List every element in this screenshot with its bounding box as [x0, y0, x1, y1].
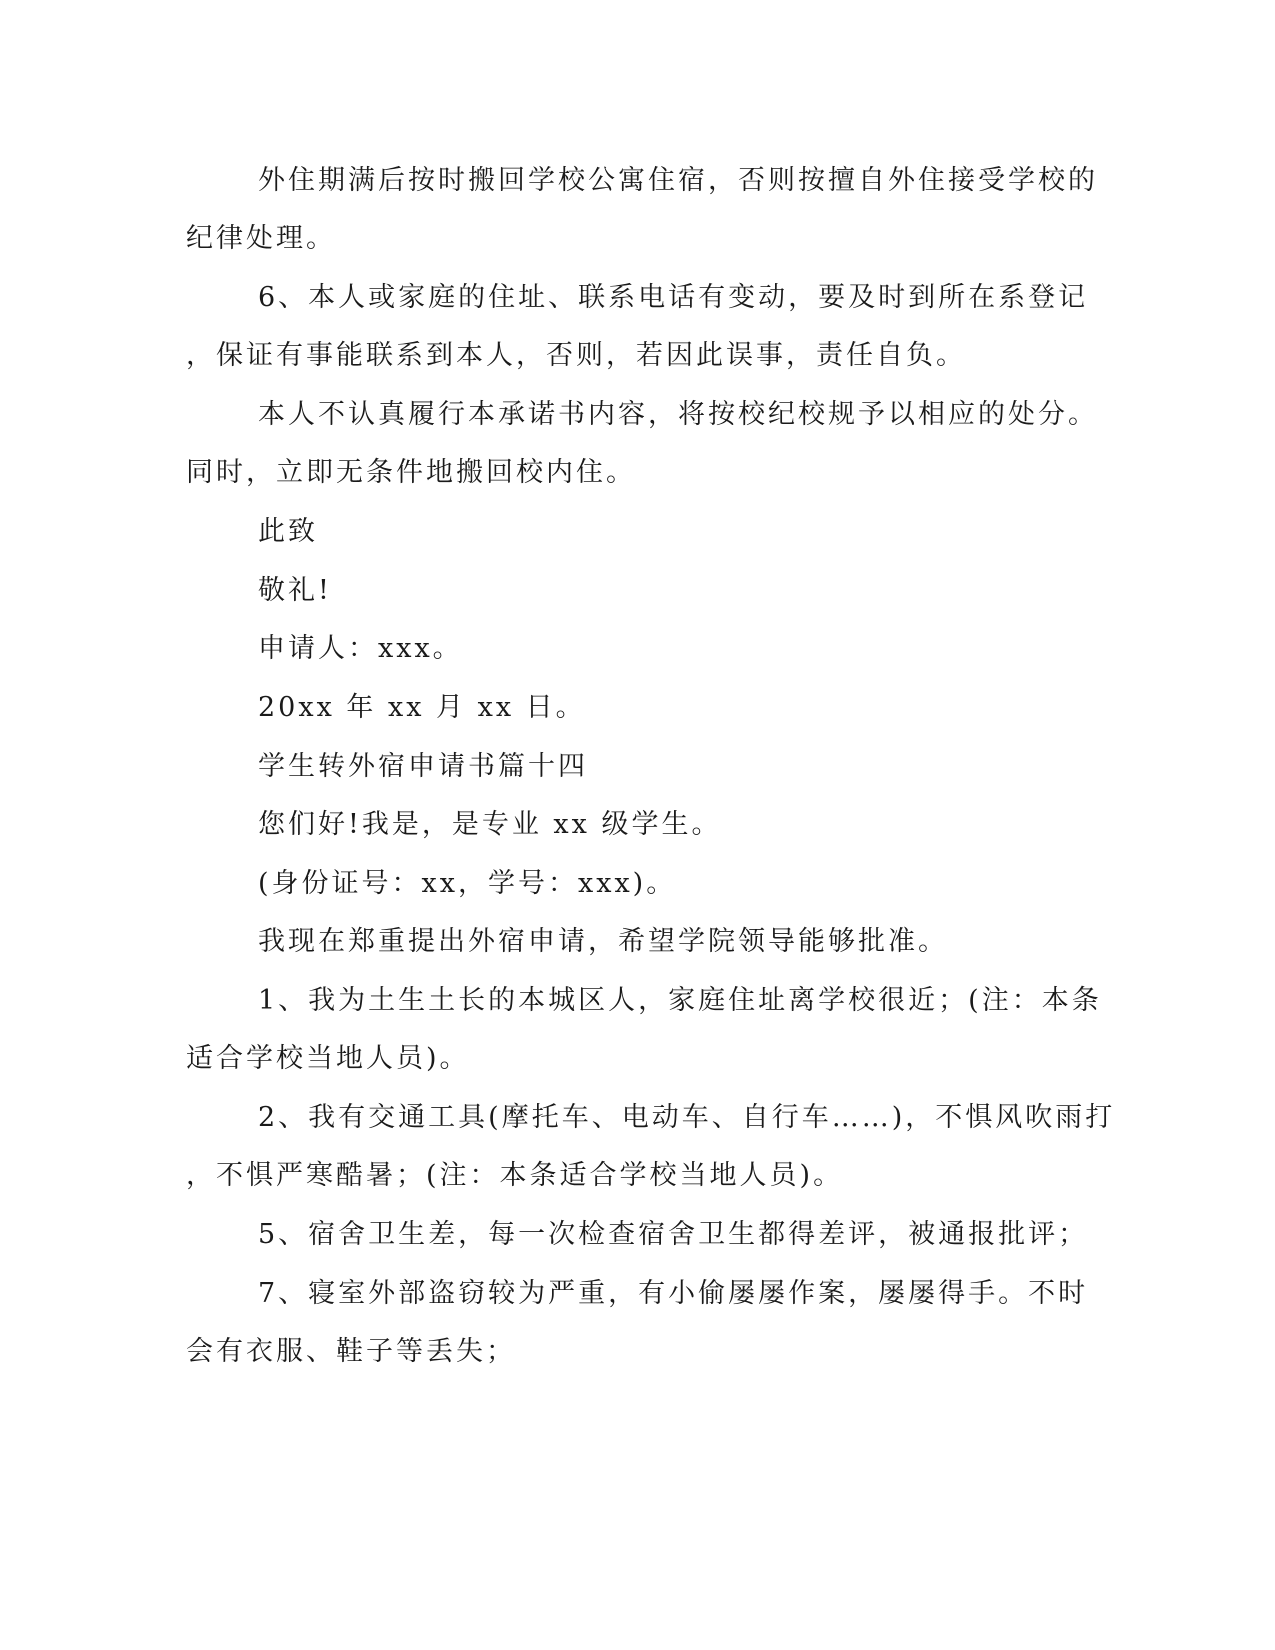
text-line: ，保证有事能联系到本人，否则，若因此误事，责任自负。: [186, 340, 966, 371]
text-line: 您们好!我是，是专业 xx 级学生。: [258, 809, 722, 840]
text-line: (身份证号：xx，学号：xxx)。: [258, 868, 677, 899]
list-item-line: 会有衣服、鞋子等丢失；: [186, 1336, 516, 1367]
list-item-line: 5、宿舍卫生差，每一次检查宿舍卫生都得差评，被通报批评；: [258, 1219, 1089, 1250]
list-item-line: 1、我为土生土长的本城区人，家庭住址离学校很近；(注：本条: [258, 985, 1102, 1016]
salutation-line: 此致: [258, 516, 318, 547]
list-item-line: 7、寝室外部盗窃较为严重，有小偷屡屡作案，屡屡得手。不时: [258, 1278, 1089, 1309]
text-line: 6、本人或家庭的住址、联系电话有变动，要及时到所在系登记: [258, 282, 1089, 313]
list-item-line: 2、我有交通工具(摩托车、电动车、自行车……)，不惧风吹雨打: [258, 1102, 1116, 1133]
text-line: 本人不认真履行本承诺书内容，将按校纪校规予以相应的处分。: [258, 399, 1098, 430]
date-line: 20xx 年 xx 月 xx 日。: [258, 692, 586, 723]
salutation-line: 敬礼!: [258, 575, 332, 606]
text-line: 同时，立即无条件地搬回校内住。: [186, 457, 636, 488]
text-line: 外住期满后按时搬回学校公寓住宿，否则按擅自外住接受学校的: [258, 165, 1098, 196]
list-item-line: ，不惧严寒酷暑；(注：本条适合学校当地人员)。: [186, 1160, 844, 1191]
text-line: 纪律处理。: [186, 223, 336, 254]
applicant-line: 申请人：xxx。: [258, 633, 463, 664]
list-item-line: 适合学校当地人员)。: [186, 1043, 470, 1074]
section-title: 学生转外宿申请书篇十四: [258, 751, 588, 782]
text-line: 我现在郑重提出外宿申请，希望学院领导能够批准。: [258, 926, 948, 957]
